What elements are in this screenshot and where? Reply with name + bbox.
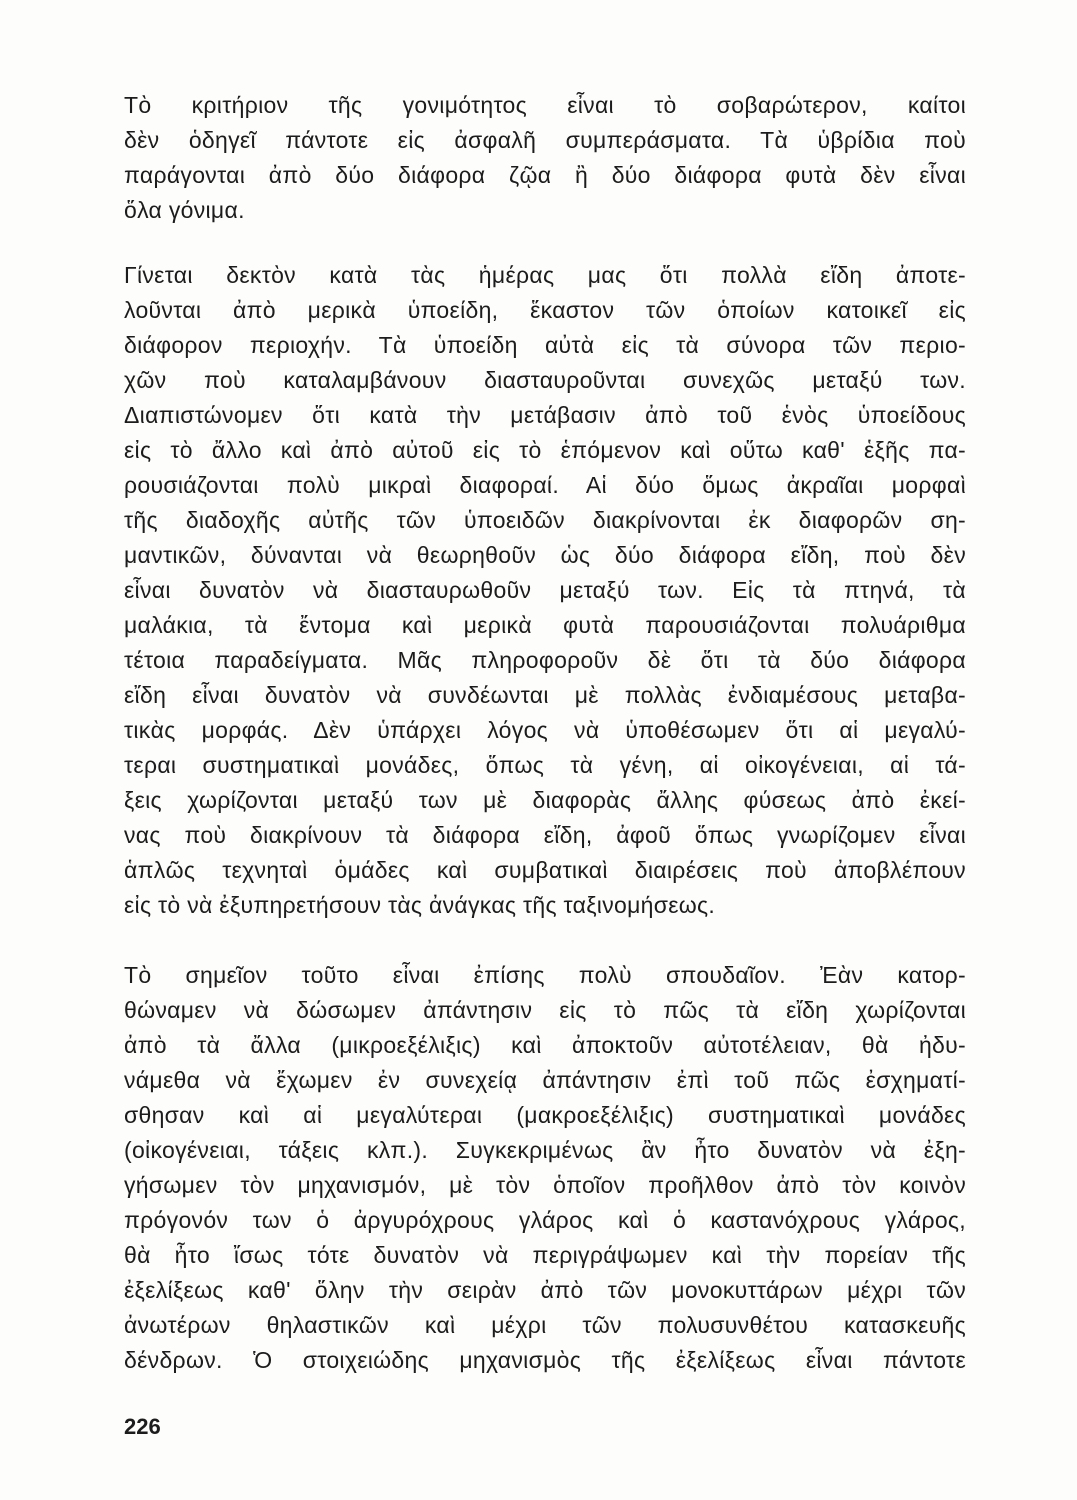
text-line: ἀνωτέρων θηλαστικῶν καὶ μέχρι τῶν πολυσυνθέτου κατασκευῆς xyxy=(124,1312,966,1338)
text-line: νάμεθα νὰ ἔχωμεν ἐν συνεχείᾳ ἀπάντησιν ἐπὶ τοῦ πῶς ἐσχηματί- xyxy=(124,1067,966,1093)
text-line: ἀπὸ τὰ ἄλλα (μικροεξέλιξις) καὶ ἀποκτοῦν αὐτοτέλειαν, θὰ ἠδυ- xyxy=(124,1032,966,1058)
text-line: δένδρων. Ὁ στοιχειώδης μηχανισμὸς τῆς ἐξελίξεως εἶναι πάντοτε xyxy=(124,1347,966,1373)
text-line: ὅλα γόνιμα. xyxy=(124,197,245,223)
text-line: ξεις χωρίζονται μεταξύ των μὲ διαφορὰς ἄλλης φύσεως ἀπὸ ἐκεί- xyxy=(124,787,966,813)
text-line: εἰς τὸ νὰ ἐξυπηρετήσουν τὰς ἀνάγκας τῆς ταξινομήσεως. xyxy=(124,892,716,918)
paragraph-2 xyxy=(124,258,966,923)
text-line: δὲν ὁδηγεῖ πάντοτε εἰς ἀσφαλῆ συμπεράσματα. Τὰ ὑβρίδια ποὺ xyxy=(124,127,966,153)
paragraph-1 xyxy=(124,88,966,228)
text-line: μαλάκια, τὰ ἔντομα καὶ μερικὰ φυτὰ παρουσιάζονται πολυάριθμα xyxy=(124,612,966,638)
text-line: χῶν ποὺ καταλαμβάνουν διασταυροῦνται συνεχῶς μεταξύ των. xyxy=(124,367,966,393)
text-line: λοῦνται ἀπὸ μερικὰ ὑποείδη, ἕκαστον τῶν ὁποίων κατοικεῖ εἰς xyxy=(124,297,966,323)
text-line: Τὸ σημεῖον τοῦτο εἶναι ἐπίσης πολὺ σπουδαῖον. Ἐὰν κατορ- xyxy=(124,962,966,988)
text-line: παράγονται ἀπὸ δύο διάφορα ζῷα ἢ δύο διάφορα φυτὰ δὲν εἶναι xyxy=(124,162,966,188)
text-line: γήσωμεν τὸν μηχανισμόν, μὲ τὸν ὁποῖον προῆλθον ἀπὸ τὸν κοινὸν xyxy=(124,1172,966,1198)
paragraph-3 xyxy=(124,958,966,1378)
text-line: ἐξελίξεως καθ' ὅλην τὴν σειρὰν ἀπὸ τῶν μονοκυττάρων μέχρι τῶν xyxy=(124,1277,966,1303)
text-line: σθησαν καὶ αἱ μεγαλύτεραι (μακροεξέλιξις) συστηματικαὶ μονάδες xyxy=(124,1102,966,1128)
text-line: τικὰς μορφάς. Δὲν ὑπάρχει λόγος νὰ ὑποθέσωμεν ὅτι αἱ μεγαλύ- xyxy=(124,717,966,743)
text-line: τεραι συστηματικαὶ μονάδες, ὅπως τὰ γένη, αἱ οἰκογένειαι, αἱ τά- xyxy=(124,752,966,778)
text-line: τῆς διαδοχῆς αὐτῆς τῶν ὑποειδῶν διακρίνονται ἐκ διαφορῶν ση- xyxy=(124,507,966,533)
text-line: εἶναι δυνατὸν νὰ διασταυρωθοῦν μεταξύ των. Εἰς τὰ πτηνά, τὰ xyxy=(124,577,966,603)
text-line: νας ποὺ διακρίνουν τὰ διάφορα εἴδη, ἀφοῦ ὅπως γνωρίζομεν εἶναι xyxy=(124,822,966,848)
text-line: μαντικῶν, δύνανται νὰ θεωρηθοῦν ὡς δύο διάφορα εἴδη, ποὺ δὲν xyxy=(124,542,966,568)
text-line: θὰ ἦτο ἴσως τότε δυνατὸν νὰ περιγράψωμεν καὶ τὴν πορείαν τῆς xyxy=(124,1242,966,1268)
text-line: πρόγονόν των ὁ ἀργυρόχρους γλάρος καὶ ὁ καστανόχρους γλάρος, xyxy=(124,1207,966,1233)
text-line: ἁπλῶς τεχνηταὶ ὁμάδες καὶ συμβατικαὶ διαιρέσεις ποὺ ἀποβλέπουν xyxy=(124,857,966,883)
page-number: 226 xyxy=(124,1414,161,1439)
text-line: θώναμεν νὰ δώσωμεν ἀπάντησιν εἰς τὸ πῶς τὰ εἴδη χωρίζονται xyxy=(124,997,966,1023)
text-line: εἰς τὸ ἄλλο καὶ ἀπὸ αὐτοῦ εἰς τὸ ἑπόμενον καὶ οὕτω καθ' ἑξῆς πα- xyxy=(124,437,966,463)
text-line: τέτοια παραδείγματα. Μᾶς πληροφοροῦν δὲ ὅτι τὰ δύο διάφορα xyxy=(124,647,966,673)
text-line: Γίνεται δεκτὸν κατὰ τὰς ἡμέρας μας ὅτι πολλὰ εἴδη ἀποτε- xyxy=(124,262,966,288)
text-line: Διαπιστώνομεν ὅτι κατὰ τὴν μετάβασιν ἀπὸ τοῦ ἑνὸς ὑποείδους xyxy=(124,402,966,428)
text-line: διάφορον περιοχήν. Τὰ ὑποείδη αὐτὰ εἰς τὰ σύνορα τῶν περιο- xyxy=(124,332,966,358)
text-line: Τὸ κριτήριον τῆς γονιμότητος εἶναι τὸ σοβαρώτερον, καίτοι xyxy=(124,92,966,118)
text-line: ρουσιάζονται πολὺ μικραὶ διαφοραί. Αἱ δύο ὅμως ἀκραῖαι μορφαὶ xyxy=(124,472,966,498)
text-line: (οἰκογένειαι, τάξεις κλπ.). Συγκεκριμένως ἂν ἦτο δυνατὸν νὰ ἐξη- xyxy=(124,1137,966,1163)
text-line: εἴδη εἶναι δυνατὸν νὰ συνδέωνται μὲ πολλὰς ἐνδιαμέσους μεταβα- xyxy=(124,682,966,708)
